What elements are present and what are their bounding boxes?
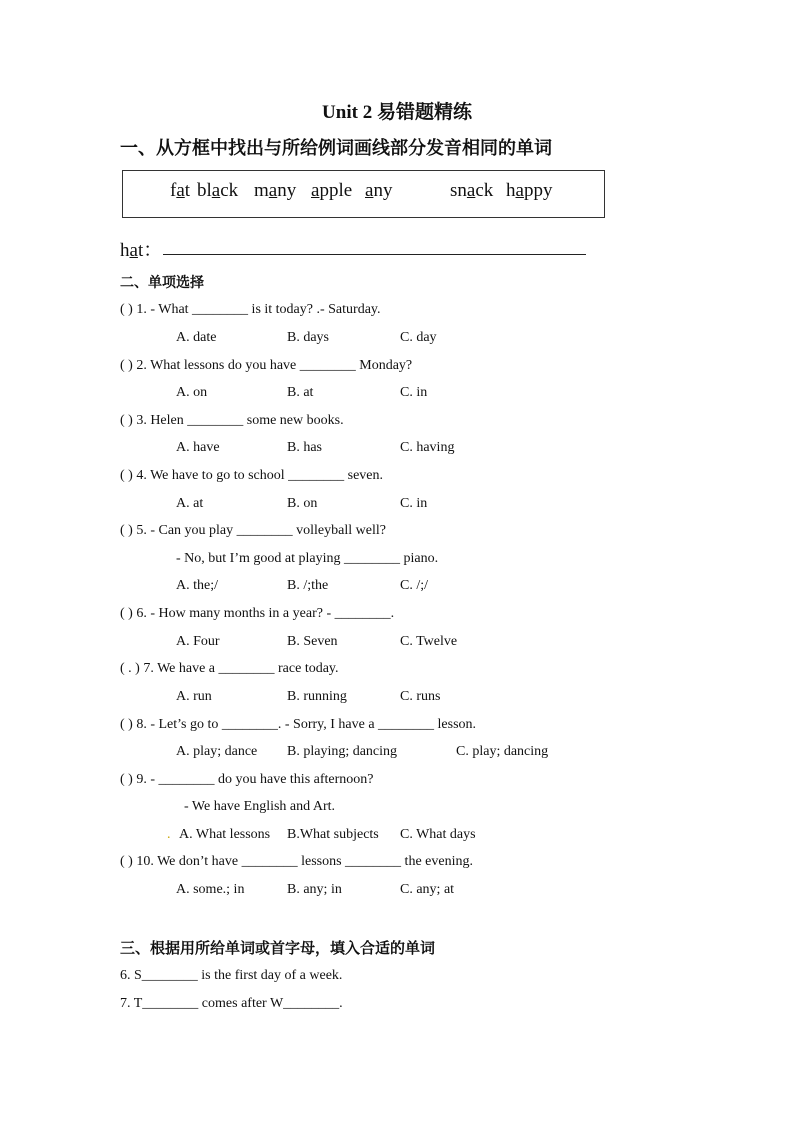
stray-mark: . (167, 827, 171, 842)
q8-option-b: B. playing; dancing (287, 744, 398, 759)
q3-option-c: C. having (400, 440, 455, 455)
q9-option-b: B.What subjects (287, 827, 379, 842)
answer-line (163, 254, 586, 255)
q9-option-c: C. What days (400, 827, 476, 842)
page-title: Unit 2 易错题精练 (322, 102, 472, 123)
word-4: apple (311, 180, 353, 201)
fill-item-7: 7. T________ comes after W________. (120, 996, 343, 1011)
question-2: ( ) 2. What lessons do you have ________ Monday? (120, 358, 413, 373)
question-9: ( ) 9. - ________ do you have this afternoon? (120, 772, 374, 787)
word-2: black (197, 180, 239, 201)
q7-option-b: B. running (287, 689, 347, 704)
word-box (122, 170, 605, 218)
q6-option-b: B. Seven (287, 634, 338, 649)
question-6: ( ) 6. - How many months in a year? - ________. (120, 606, 395, 621)
q6-option-c: C. Twelve (400, 634, 458, 649)
q10-option-a: A. some.; in (176, 882, 245, 897)
word-3: many (254, 180, 297, 201)
word-7: happy (506, 180, 553, 201)
q1-option-a: A. date (176, 330, 217, 345)
q7-option-c: C. runs (400, 689, 441, 704)
q5-option-a: A. the;/ (176, 578, 218, 593)
q5-option-c: C. /;/ (400, 578, 429, 593)
q8-option-a: A. play; dance (176, 744, 258, 759)
question-10: ( ) 10. We don’t have ________ lessons ________ the evening. (120, 854, 473, 869)
question-1: ( ) 1. - What ________ is it today? .- Saturday. (120, 302, 381, 317)
q2-option-c: C. in (400, 385, 428, 400)
question-7: ( . ) 7. We have a ________ race today. (120, 661, 339, 676)
q2-option-b: B. at (287, 385, 314, 400)
word-1: fat (170, 180, 191, 201)
q1-option-b: B. days (287, 330, 329, 345)
q1-option-c: C. day (400, 330, 437, 345)
question-4: ( ) 4. We have to go to school ________ seven. (120, 468, 384, 483)
q3-option-b: B. has (287, 440, 322, 455)
section3-heading: 三、根据用所给单词或首字母，填入合适的单词 (120, 941, 436, 957)
fill-item-6: 6. S________ is the first day of a week. (120, 968, 343, 983)
question-9-line2: - We have English and Art. (184, 799, 336, 814)
question-8: ( ) 8. - Let’s go to ________. - Sorry, I have a ________ lesson. (120, 717, 477, 732)
word-5: any (365, 180, 393, 201)
question-5-line2: - No, but I’m good at playing ________ piano. (176, 551, 439, 566)
q9-option-a: A. What lessons (179, 827, 271, 842)
q2-option-a: A. on (176, 385, 208, 400)
q4-option-c: C. in (400, 496, 428, 511)
q10-option-b: B. any; in (287, 882, 342, 897)
q7-option-a: A. run (176, 689, 212, 704)
q5-option-b: B. /;the (287, 578, 329, 593)
section2-heading: 二、单项选择 (120, 276, 204, 291)
q6-option-a: A. Four (176, 634, 220, 649)
q3-option-a: A. have (176, 440, 220, 455)
q8-option-c: C. play; dancing (456, 744, 549, 759)
question-3: ( ) 3. Helen ________ some new books. (120, 413, 344, 428)
word-6: snack (450, 180, 494, 201)
section1-heading: 一、从方框中找出与所给例词画线部分发音相同的单词 (120, 138, 552, 158)
question-5: ( ) 5. - Can you play ________ volleyball well? (120, 523, 386, 538)
q10-option-c: C. any; at (400, 882, 455, 897)
q4-option-a: A. at (176, 496, 204, 511)
example-word: hat： (120, 240, 163, 261)
q4-option-b: B. on (287, 496, 318, 511)
